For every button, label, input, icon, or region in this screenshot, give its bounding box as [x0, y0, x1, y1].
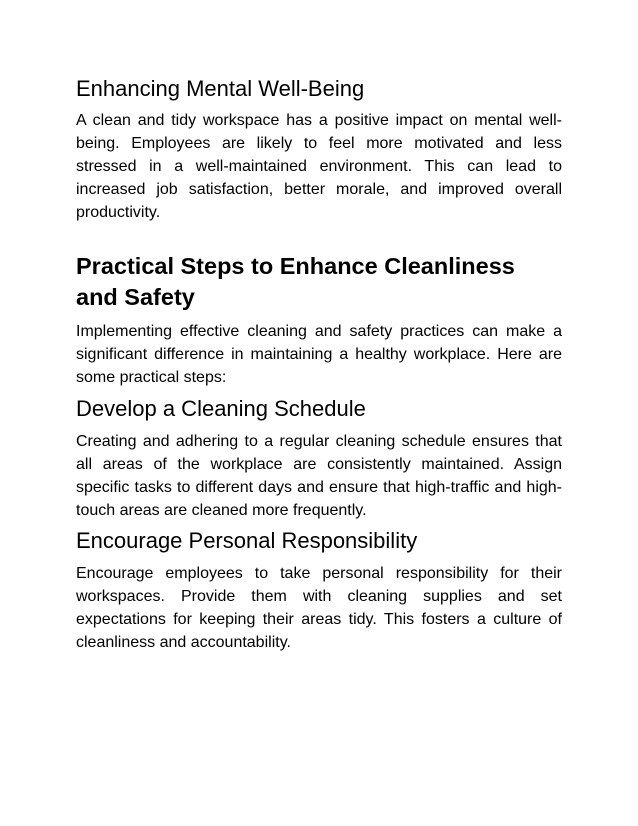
heading-mental-well-being: Enhancing Mental Well-Being [76, 76, 365, 101]
paragraph-cleaning-schedule: Creating and adhering to a regular cleaning schedule ensures that all areas of the workplace are consistently maintained. Assign specific tasks to different days and ensure that high-traffic and high-touch areas are cleaned more frequently. [76, 433, 562, 519]
heading-personal-responsibility: Encourage Personal Responsibility [76, 528, 418, 553]
heading-cleaning-schedule: Develop a Cleaning Schedule [76, 396, 366, 421]
heading-practical-steps: Practical Steps to Enhance Cleanliness and Safety [76, 253, 515, 310]
paragraph-mental-well-being: A clean and tidy workspace has a positive impact on mental well-being. Employees are likely to feel more motivated and less stressed in a well-maintained environment. This can lead to increased job satisfaction, better morale, and improved overall productivity. [76, 112, 562, 221]
paragraph-practical-steps: Implementing effective cleaning and safety practices can make a significant difference in maintaining a healthy workplace. Here are some practical steps: [76, 323, 562, 386]
paragraph-personal-responsibility: Encourage employees to take personal responsibility for their workspaces. Provide them with cleaning supplies and set expectations for keeping their areas tidy. This fosters a culture of cleanliness and accountability. [76, 565, 562, 651]
